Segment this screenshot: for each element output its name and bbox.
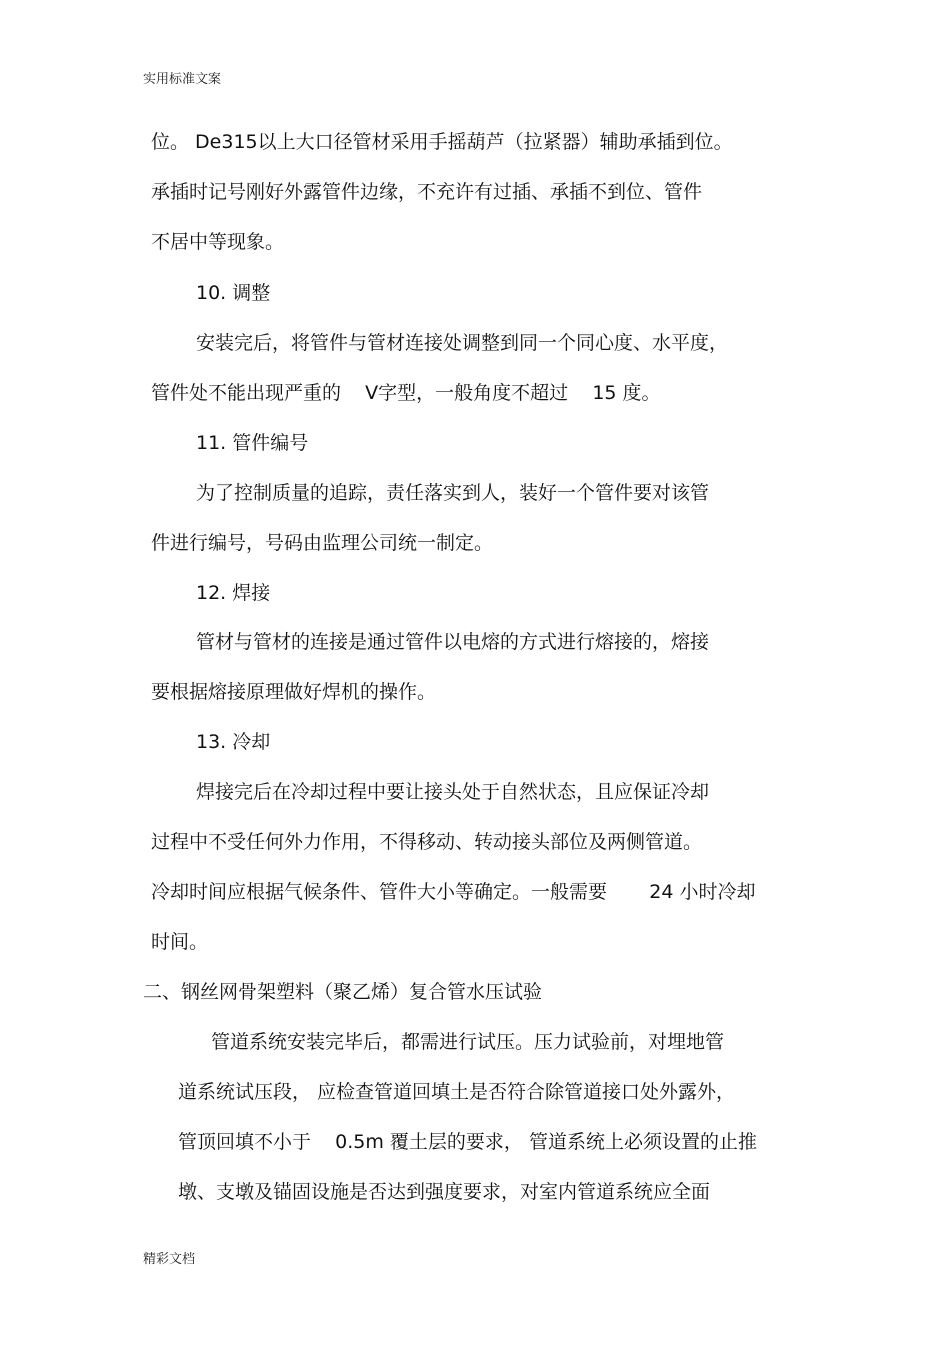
body-line: 管材与管材的连接是通过管件以电熔的方式进行熔接的，熔接 <box>196 631 710 653</box>
body-line: 时间。 <box>151 931 209 953</box>
chapter-heading: 二、钢丝网骨架塑料（聚乙烯）复合管水压试验 <box>143 981 543 1003</box>
page-footer: 精彩文档 <box>143 1252 196 1267</box>
body-line: 焊接完后在冷却过程中要让接头处于自然状态，且应保证冷却 <box>196 781 710 803</box>
body-line: 位。 De315以上大口径管材采用手摇葫芦（拉紧器）辅助承插到位。 <box>151 131 733 153</box>
page-header: 实用标准文案 <box>143 72 222 87</box>
section-heading: 10. 调整 <box>196 282 271 304</box>
body-line: 管件处不能出现严重的 V字型，一般角度不超过 15 度。 <box>151 382 661 404</box>
body-line: 道系统试压段， 应检查管道回填土是否符合除管道接口处外露外， <box>178 1081 736 1103</box>
body-line: 安装完后，将管件与管材连接处调整到同一个同心度、水平度， <box>196 332 729 354</box>
body-line: 不居中等现象。 <box>151 231 285 253</box>
section-heading: 12. 焊接 <box>196 582 271 604</box>
body-line: 为了控制质量的追踪，责任落实到人，装好一个管件要对该管 <box>196 482 710 504</box>
body-line: 管道系统安装完毕后，都需进行试压。压力试验前，对埋地管 <box>211 1031 725 1053</box>
section-heading: 13. 冷却 <box>196 731 271 753</box>
body-line: 过程中不受任何外力作用，不得移动、转动接头部位及两侧管道。 <box>151 831 703 853</box>
body-line: 管顶回填不小于 0.5m 覆土层的要求， 管道系统上必须设置的止推 <box>178 1131 757 1153</box>
body-line: 墩、支墩及锚固设施是否达到强度要求，对室内管道系统应全面 <box>178 1181 711 1203</box>
body-line: 要根据熔接原理做好焊机的操作。 <box>151 681 437 703</box>
body-line: 承插时记号刚好外露管件边缘，不充许有过插、承插不到位、管件 <box>151 181 703 203</box>
body-line: 冷却时间应根据气候条件、管件大小等确定。一般需要 24 小时冷却 <box>151 881 756 903</box>
body-line: 件进行编号，号码由监理公司统一制定。 <box>151 532 494 554</box>
section-heading: 11. 管件编号 <box>196 432 309 454</box>
